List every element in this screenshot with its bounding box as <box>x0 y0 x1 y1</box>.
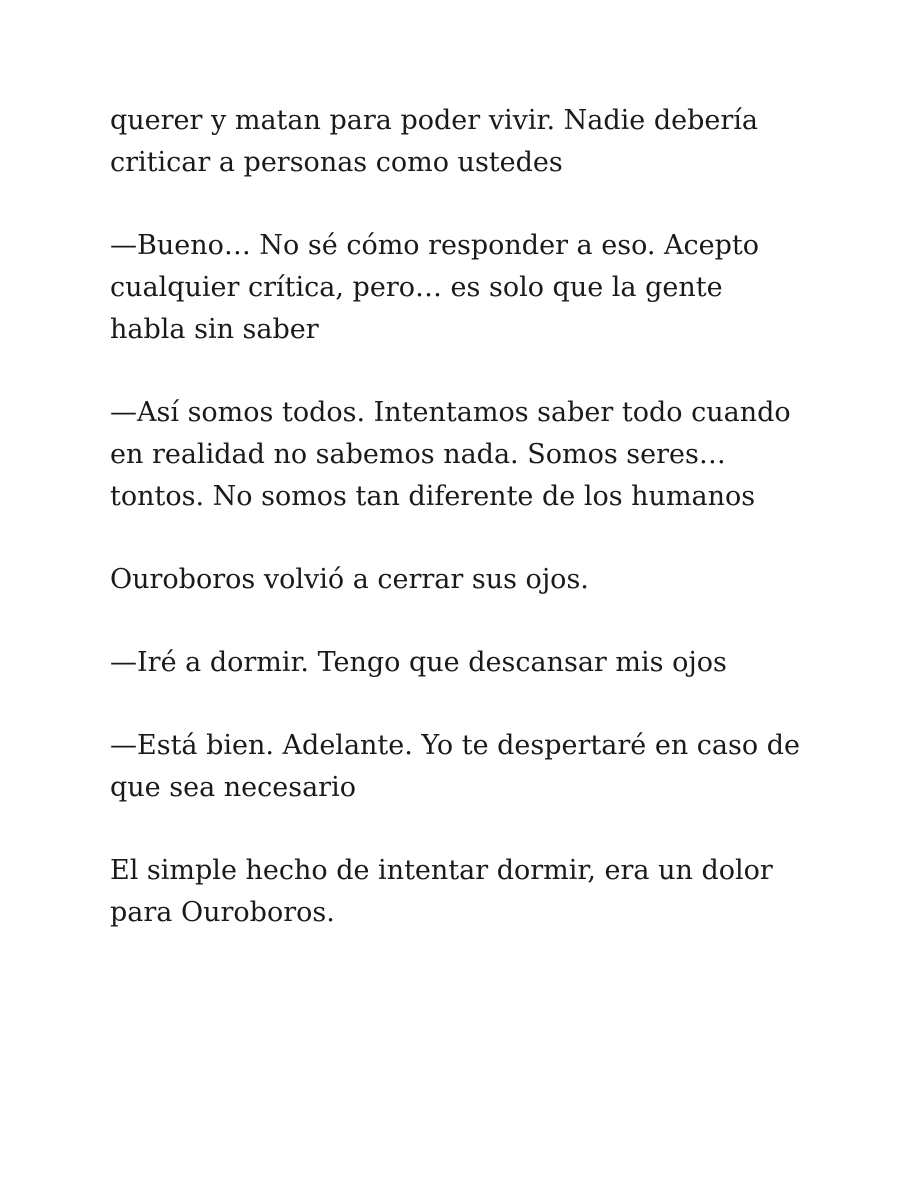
paragraph: El simple hecho de intentar dormir, era un dolor para Ouroboros. <box>110 855 773 928</box>
paragraph: —Iré a dormir. Tengo que descansar mis ojos <box>110 647 727 678</box>
paragraph: querer y matan para poder vivir. Nadie debería criticar a personas como ustedes <box>110 105 758 178</box>
paragraph: Ouroboros volvió a cerrar sus ojos. <box>110 564 589 595</box>
paragraph: —Así somos todos. Intentamos saber todo cuando en realidad no sabemos nada. Somos seres… tontos. No somos tan diferente de los humanos <box>110 397 791 512</box>
paragraph: —Bueno… No sé cómo responder a eso. Acepto cualquier crítica, pero… es solo que la gente habla sin saber <box>110 230 760 345</box>
paragraph: —Está bien. Adelante. Yo te despertaré en caso de que sea necesario <box>110 730 800 803</box>
text-column <box>110 100 800 934</box>
